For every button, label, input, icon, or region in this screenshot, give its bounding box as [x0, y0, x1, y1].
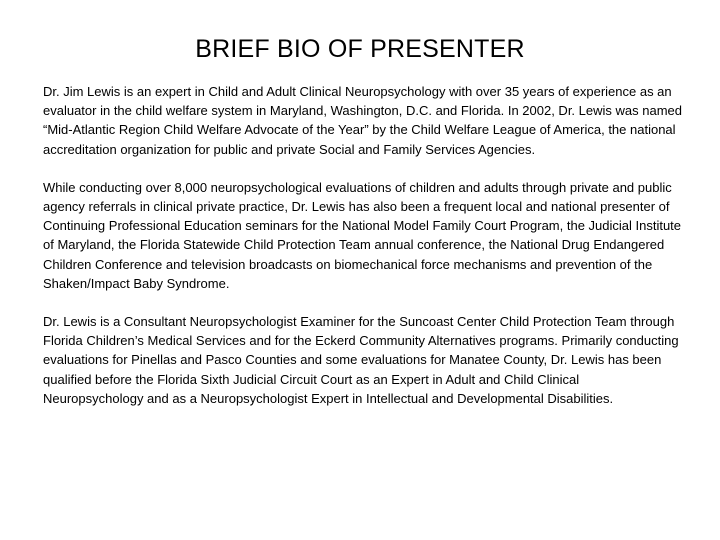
bio-body — [43, 82, 683, 408]
bio-paragraph-2: While conducting over 8,000 neuropsychological evaluations of children and adults through private and public agency referrals in clinical private practice, Dr. Lewis has also been a frequent local and national presenter of Continuing Professional Education seminars for the National Model Family Court Program, the Judicial Institute of Maryland, the Florida Statewide Child Protection Team annual conference, the National Drug Endangered Children Conference and television broadcasts on biomechanical force mechanisms and prevention of the Shaken/Impact Baby Syndrome. — [43, 179, 682, 291]
bio-paragraph-3: Dr. Lewis is a Consultant Neuropsychologist Examiner for the Suncoast Center Child Protection Team through Florida Children’s Medical Services and for the Eckerd Community Alternatives programs. Primarily conducting evaluations for Pinellas and Pasco Counties and some evaluations for Manatee County, Dr. Lewis has been qualified before the Florida Sixth Judicial Circuit Court as an Expert in Adult and Child Clinical Neuropsychology and as a Neuropsychologist Expert in Intellectual and Developmental Disabilities. — [43, 314, 679, 406]
bio-paragraph-1: Dr. Jim Lewis is an expert in Child and Adult Clinical Neuropsychology with over 35 years of experience as an evaluator in the child welfare system in Maryland, Washington, D.C. and Florida. In 2002, Dr. Lewis was named “Mid-Atlantic Region Child Welfare Advocate of the Year” by the Child Welfare League of America, the national accreditation organization for public and private Social and Family Services Agencies. — [43, 84, 682, 157]
slide-title: BRIEF BIO OF PRESENTER — [195, 35, 525, 63]
